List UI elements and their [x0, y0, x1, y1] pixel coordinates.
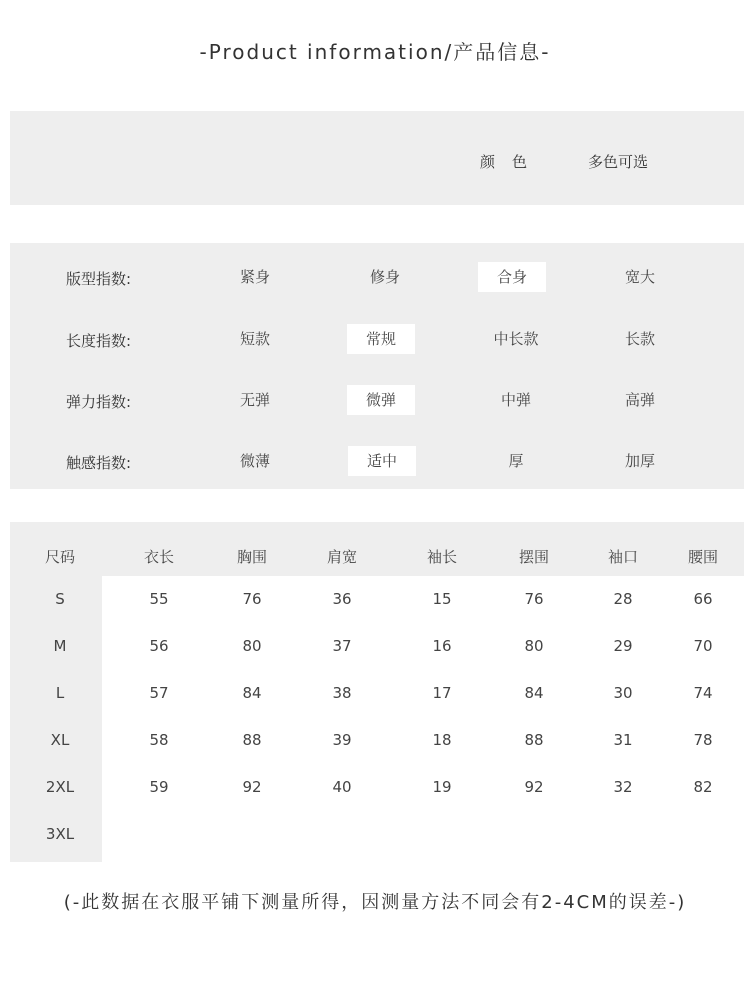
table-cell: 56 [149, 637, 169, 655]
table-cell: 28 [613, 590, 633, 608]
index-label: 弹力指数: [66, 393, 132, 411]
index-option-selected: 微弹 [347, 385, 415, 415]
fit-index-panel [10, 243, 744, 489]
size-label-cell: 3XL [45, 825, 75, 843]
size-label-cell: S [55, 590, 65, 608]
table-cell: 80 [242, 637, 262, 655]
table-cell: 66 [693, 590, 713, 608]
table-cell: 36 [332, 590, 352, 608]
table-header-cell: 腰围 [687, 548, 718, 566]
index-label: 版型指数: [66, 270, 132, 288]
index-option: 紧身 [239, 268, 270, 286]
size-label-cell: 2XL [45, 778, 75, 796]
table-cell: 15 [432, 590, 452, 608]
index-option: 短款 [239, 330, 270, 348]
table-cell: 39 [332, 731, 352, 749]
index-option: 宽大 [624, 268, 655, 286]
table-cell: 70 [693, 637, 713, 655]
table-cell: 19 [432, 778, 452, 796]
table-cell: 32 [613, 778, 633, 796]
size-label-cell: M [53, 637, 67, 655]
index-option: 加厚 [624, 452, 655, 470]
page-title: -Product information/产品信息- [199, 40, 551, 64]
index-option: 微薄 [239, 452, 270, 470]
index-label: 长度指数: [66, 332, 132, 350]
table-cell: 76 [242, 590, 262, 608]
table-cell: 92 [242, 778, 262, 796]
size-label-cell: XL [50, 731, 70, 749]
table-header-cell: 摆围 [518, 548, 549, 566]
table-cell: 40 [332, 778, 352, 796]
table-cell: 78 [693, 731, 713, 749]
index-row-length [10, 320, 744, 360]
table-cell: 16 [432, 637, 452, 655]
table-header-cell: 袖长 [426, 548, 457, 566]
table-cell: 88 [524, 731, 544, 749]
table-cell: 76 [524, 590, 544, 608]
table-cell: 59 [149, 778, 169, 796]
table-header-cell: 袖口 [607, 548, 638, 566]
table-cell: 80 [524, 637, 544, 655]
table-header-cell: 胸围 [236, 548, 267, 566]
index-row-stretch [10, 381, 744, 421]
index-label: 触感指数: [66, 454, 132, 472]
index-option: 厚 [508, 452, 524, 470]
index-option-selected: 合身 [478, 262, 546, 292]
color-label: 颜 色 [480, 153, 529, 171]
size-label-cell: L [55, 684, 65, 702]
table-cell: 31 [613, 731, 633, 749]
table-cell: 18 [432, 731, 452, 749]
table-cell: 82 [693, 778, 713, 796]
table-header-cell: 尺码 [44, 548, 75, 566]
index-option: 无弹 [239, 391, 270, 409]
index-row-touch [10, 442, 744, 482]
table-header-cell: 肩宽 [326, 548, 357, 566]
table-cell: 55 [149, 590, 169, 608]
table-cell: 29 [613, 637, 633, 655]
table-header-cell: 衣长 [143, 548, 174, 566]
color-panel [10, 111, 744, 205]
color-value: 多色可选 [588, 153, 649, 171]
index-row-fit [10, 258, 744, 298]
index-option: 修身 [369, 268, 400, 286]
size-column-background [10, 576, 102, 862]
table-cell: 58 [149, 731, 169, 749]
table-cell: 92 [524, 778, 544, 796]
table-cell: 88 [242, 731, 262, 749]
index-option-selected: 适中 [348, 446, 416, 476]
index-option-selected: 常规 [347, 324, 415, 354]
index-option: 高弹 [624, 391, 655, 409]
table-cell: 38 [332, 684, 352, 702]
table-cell: 84 [524, 684, 544, 702]
index-option: 中弹 [500, 391, 531, 409]
table-cell: 74 [693, 684, 713, 702]
table-cell: 57 [149, 684, 169, 702]
table-cell: 84 [242, 684, 262, 702]
measurement-note: (-此数据在衣服平铺下测量所得，因测量方法不同会有2-4CM的误差-) [63, 892, 687, 913]
table-cell: 17 [432, 684, 452, 702]
index-option: 长款 [624, 330, 655, 348]
table-cell: 30 [613, 684, 633, 702]
table-cell: 37 [332, 637, 352, 655]
index-option: 中长款 [493, 330, 539, 348]
